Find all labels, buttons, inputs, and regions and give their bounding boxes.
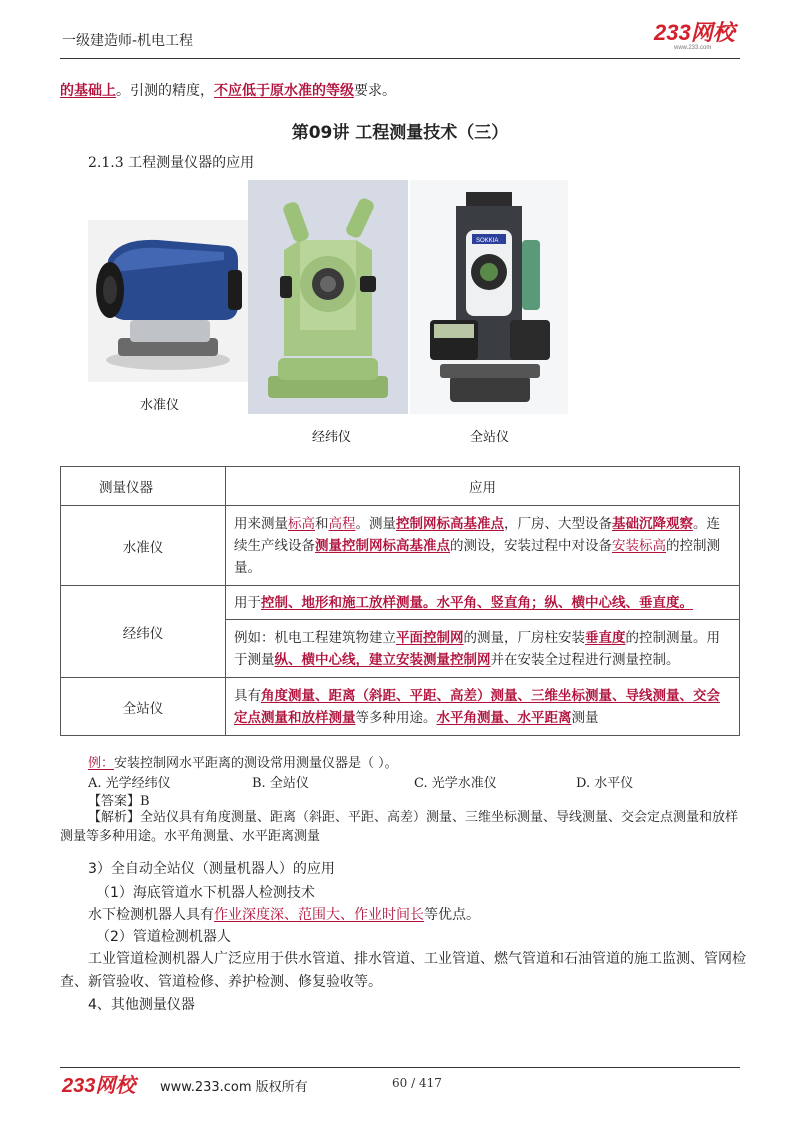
footer-logo <box>60 1070 150 1098</box>
option-a: A. 光学经纬仪 <box>88 776 171 791</box>
pipeline-text: 工业管道检测机器人广泛应用于供水管道、排水管道、工业管道、燃气管道和石油管道的施工监测、管网检查、新管验收、管道检修、养护检测、修复验收等。 <box>60 951 746 990</box>
instrument-table <box>60 466 740 736</box>
header-title: 一级建造师-机电工程 <box>62 33 194 49</box>
example-label: 例： <box>88 756 115 771</box>
intro-red2: 不应低于原水准的等级 <box>214 83 354 99</box>
caption-theodolite: 经纬仪 <box>312 430 352 445</box>
col-header-instrument: 测量仪器 <box>61 467 226 506</box>
intro-red1: 的基础上 <box>60 83 116 99</box>
intro-paragraph <box>60 80 396 102</box>
svg-text:233网校: 233网校 <box>62 1075 136 1097</box>
option-c: C. 光学水准仪 <box>414 776 497 791</box>
subheading-other: 4、其他测量仪器 <box>88 997 195 1013</box>
caption-level: 水准仪 <box>140 398 180 413</box>
total-station-image <box>410 180 568 414</box>
example-analysis: 【解析】全站仪具有角度测量、距离（斜距、平距、高差）测量、三维坐标测量、导线测量、交会定点测量和放样测量等多种用途。水平角测量、水平距离测量 <box>60 810 739 844</box>
logo-text: 233网校 <box>654 20 735 45</box>
example-question: 例：安装控制网水平距离的测设常用测量仪器是（ ）。 <box>88 756 398 771</box>
example-answer: 【答案】B <box>88 794 150 809</box>
row-desc-theodolite-1: 用于控制、地形和施工放样测量。水平角、竖直角；纵、横中心线、垂直度。 <box>226 586 740 620</box>
col-header-application: 应用 <box>226 467 740 506</box>
brand-label: SOKKIA <box>476 238 499 244</box>
option-d: D. 水平仪 <box>576 776 634 791</box>
row-name-total-station: 全站仪 <box>61 678 226 736</box>
subheading-underwater: （1）海底管道水下机器人检测技术 <box>96 885 315 901</box>
logo-sub: www.233.com <box>674 45 712 51</box>
row-name-level: 水准仪 <box>61 506 226 586</box>
footer-divider <box>60 1067 740 1068</box>
header-divider <box>60 58 740 59</box>
table-row-theodolite-1 <box>61 586 740 620</box>
table-header-row <box>61 467 740 506</box>
underwater-text: 水下检测机器人具有作业深度深、范围大、作业时间长等优点。 <box>88 907 480 923</box>
section-heading: 2.1.3 工程测量仪器的应用 <box>88 155 255 171</box>
table-row-level <box>61 506 740 586</box>
caption-total-station: 全站仪 <box>470 430 510 445</box>
row-desc-total-station: 具有角度测量、距离（斜距、平距、高差）测量、三维坐标测量、导线测量、交会定点测量和放样测量等多种用途。水平角测量、水平距离测量 <box>226 678 740 736</box>
row-name-theodolite: 经纬仪 <box>61 586 226 678</box>
intro-mid: 。引测的精度， <box>116 83 214 99</box>
row-desc-theodolite-2: 例如：机电工程建筑物建立平面控制网的测量，厂房柱安装垂直度的控制测量。用于测量纵、横中心线，建立安装测量控制网并在安装全过程进行测量控制。 <box>226 620 740 678</box>
intro-end: 要求。 <box>354 83 396 99</box>
footer-website: www.233.com 版权所有 <box>160 1080 308 1095</box>
theodolite-image <box>248 180 408 414</box>
level-instrument-image <box>88 220 248 382</box>
table-row-total-station <box>61 678 740 736</box>
page-number: 60 / 417 <box>392 1076 442 1090</box>
option-b: B. 全站仪 <box>252 776 309 791</box>
brand-logo <box>652 16 742 52</box>
lecture-title: 第09讲 工程测量技术（三） <box>291 123 509 143</box>
row-desc-level: 用来测量标高和高程。测量控制网标高基准点，厂房、大型设备基础沉降观察。连续生产线设备测量控制网标高基准点的测设，安装过程中对设备安装标高的控制测量。 <box>226 506 740 586</box>
subheading-pipeline: （2）管道检测机器人 <box>96 929 231 945</box>
subheading-robot: 3）全自动全站仪（测量机器人）的应用 <box>88 861 335 877</box>
